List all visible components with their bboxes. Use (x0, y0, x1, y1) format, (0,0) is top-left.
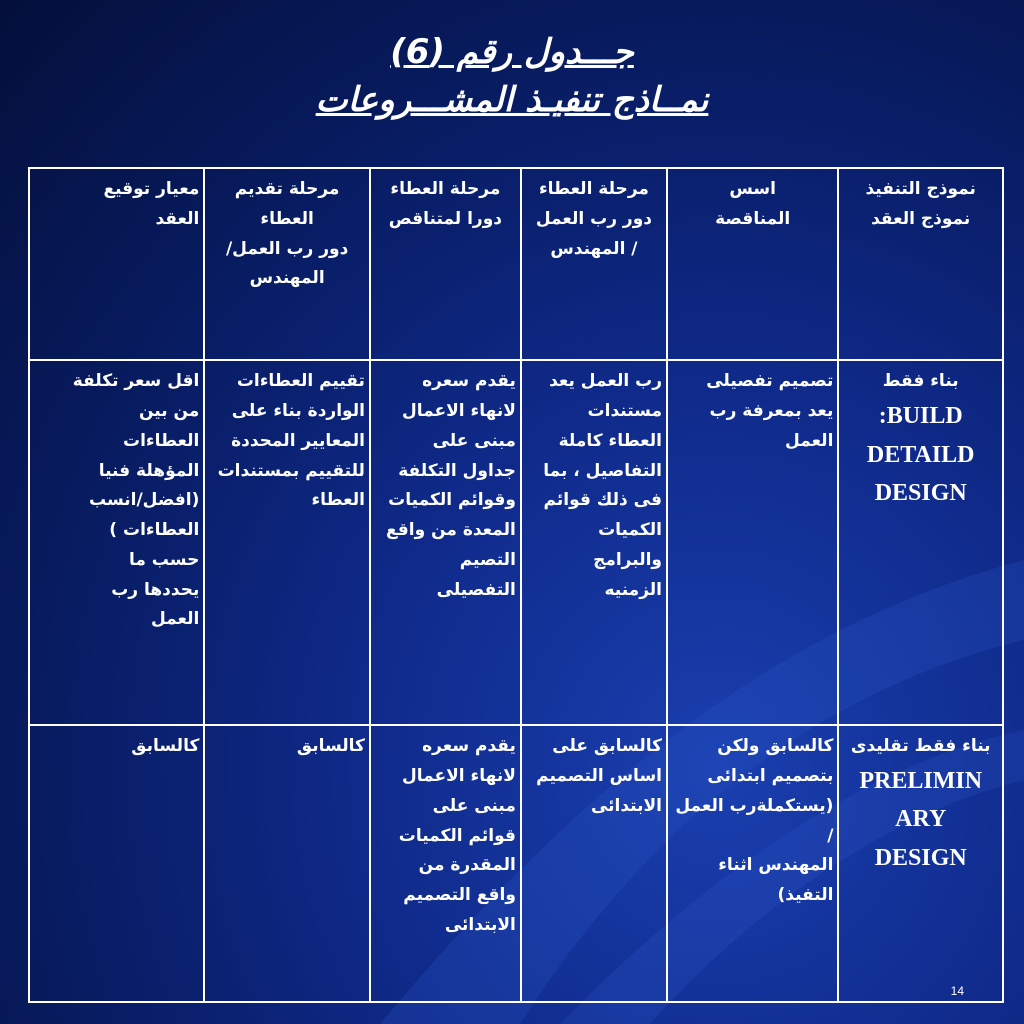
slide-title (0, 28, 1024, 124)
cell-text: والبرامج (593, 549, 662, 570)
row2-evaluation-cell (204, 725, 370, 1002)
cell-text: للتقييم بمستندات (217, 460, 365, 481)
cell-text: لانهاء الاعمال (402, 401, 516, 422)
cell-text: فى ذلك قوائم (543, 490, 662, 511)
header-cell-bidder-role (370, 168, 521, 360)
cell-text: رب العمل يعد (549, 371, 662, 392)
cell-text: وقوائم الكميات (388, 490, 516, 511)
header-row (29, 168, 1003, 360)
cell-text: اساس التصميم (536, 766, 662, 787)
cell-text: / (827, 825, 834, 846)
header-text: نموذج العقد (871, 208, 971, 229)
header-cell-model (838, 168, 1003, 360)
cell-text: اقل سعر تكلفة (72, 371, 200, 392)
model-en-text: ARY (895, 806, 947, 833)
cell-text: المقدرة من (418, 855, 516, 876)
header-cell-evaluation (204, 168, 370, 360)
row1-evaluation-cell (204, 360, 370, 725)
cell-text: العمل (150, 609, 200, 630)
model-en-text: DESIGN (874, 479, 967, 506)
row2-bidder-role-cell (370, 725, 521, 1002)
cell-text: الابتدائى (444, 914, 516, 935)
model-ar-text: بناء فقط (882, 371, 959, 392)
cell-text: بتصميم ابتدائى (707, 766, 834, 787)
row1-bidder-role-cell (370, 360, 521, 725)
cell-text: تقييم العطاءات (236, 371, 365, 392)
projects-table-wrapper (28, 167, 1004, 1003)
cell-text: مبنى على (432, 795, 516, 816)
header-text: العقد (155, 208, 200, 229)
cell-text: لانهاء الاعمال (402, 766, 516, 787)
cell-text: المهندس اثناء (718, 855, 834, 876)
row1-basis-cell (667, 360, 838, 725)
model-en-text: DETAILD (866, 441, 975, 468)
cell-text: العمل (785, 430, 834, 451)
cell-text: العطاءات (122, 430, 200, 451)
cell-text: كالسابق على (552, 736, 662, 757)
row1-owner-role-cell (521, 360, 667, 725)
cell-text: يقدم سعره (422, 736, 516, 757)
table-row (29, 725, 1003, 1002)
cell-text: العطاءات ) (109, 520, 200, 541)
cell-text: مبنى على (432, 430, 516, 451)
row1-criteria-cell (29, 360, 204, 725)
cell-text: التفيذ) (777, 885, 834, 906)
cell-text: كالسابق ولكن (717, 736, 834, 757)
header-text: نموذج التنفيذ (865, 179, 976, 199)
header-text: المهندس (249, 268, 325, 289)
row1-model-cell (838, 360, 1003, 725)
header-text: مرحلة العطاء (538, 179, 649, 199)
header-text: دور رب العمل/ (225, 238, 349, 259)
model-en-text: BUILD: (878, 403, 963, 430)
cell-text: الكميات (598, 520, 662, 541)
header-text: دور رب العمل (535, 208, 653, 229)
cell-text: من بين (138, 401, 200, 422)
header-text: مرحلة العطاء (390, 179, 501, 199)
cell-text: المعدة من واقع (386, 520, 516, 541)
header-cell-owner-role (521, 168, 667, 360)
header-text: معيار توقيع (103, 179, 200, 199)
cell-text: الزمنيه (604, 579, 662, 600)
cell-text: يحددها رب (111, 579, 200, 600)
cell-text: حسب ما (128, 549, 200, 570)
row2-owner-role-cell (521, 725, 667, 1002)
cell-text: (يستكملةرب العمل (675, 795, 834, 816)
page-number: 14 (950, 984, 964, 998)
cell-text: العطاء (311, 490, 365, 511)
model-en-text: DESIGN (874, 844, 967, 871)
title-line-1: جـــدول رقم (6) (390, 32, 634, 72)
cell-text: المعايير المحددة (231, 430, 365, 451)
cell-text: كالسابق (296, 736, 365, 757)
header-text: دورا لمتناقص (388, 208, 502, 229)
row2-basis-cell (667, 725, 838, 1002)
cell-text: المؤهلة فنيا (98, 460, 200, 481)
header-text: اسس (729, 179, 776, 199)
projects-table (28, 167, 1004, 1003)
header-text: مرحلة تقديم (234, 179, 340, 199)
header-cell-basis (667, 168, 838, 360)
cell-text: واقع التصميم (403, 885, 516, 906)
cell-text: العطاء كاملة (558, 430, 662, 451)
cell-text: (افضل/انسب (88, 490, 200, 511)
model-en-text: PRELIMIN (859, 768, 983, 795)
row2-criteria-cell (29, 725, 204, 1002)
cell-text: قوائم الكميات (398, 825, 516, 846)
cell-text: جداول التكلفة (398, 460, 516, 481)
title-line-2: نمــاذج تنفيـذ المشـــروعات (315, 80, 709, 120)
cell-text: الابتدائى (590, 795, 662, 816)
cell-text: كالسابق (131, 736, 200, 757)
header-text: المناقصة (715, 208, 791, 229)
header-text: العطاء (260, 208, 314, 229)
cell-text: الواردة بناء على (231, 401, 365, 422)
cell-text: التفصيلى (436, 579, 516, 600)
cell-text: التصيم (459, 549, 516, 570)
cell-text: التفاصيل ، بما (543, 460, 662, 481)
cell-text: تصميم تفصيلى (706, 371, 834, 392)
table-row (29, 360, 1003, 725)
row2-model-cell (838, 725, 1003, 1002)
cell-text: يعد بمعرفة رب (709, 401, 834, 422)
cell-text: مستندات (587, 401, 662, 422)
header-cell-criteria (29, 168, 204, 360)
cell-text: يقدم سعره (422, 371, 516, 392)
model-ar-text: بناء فقط تقليدى (850, 736, 991, 757)
header-text: / المهندس (550, 238, 638, 259)
